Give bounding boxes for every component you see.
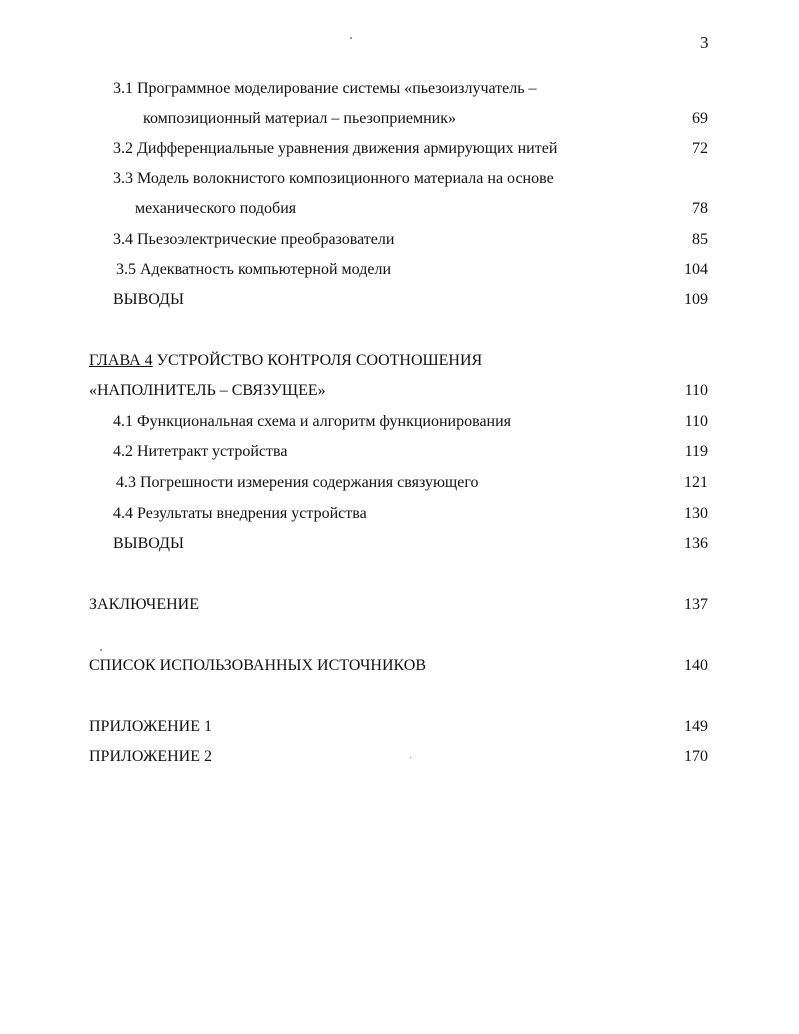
chapter-4-title-line2: «НАПОЛНИТЕЛЬ – СВЯЗУЩЕЕ» [89, 382, 326, 399]
toc-entry-3-3-line1: 3.3 Модель волокнистого композиционного материала на основе [113, 170, 554, 187]
toc-entry-4-3: 4.3 Погрешности измерения содержания связующего [116, 474, 479, 491]
scan-speck [100, 649, 102, 651]
toc-entry-appendix-2: ПРИЛОЖЕНИЕ 2 [89, 748, 213, 765]
chapter-4-label: ГЛАВА 4 [89, 352, 153, 369]
toc-page-conclusion: 137 [684, 596, 708, 613]
toc-page-4-conclusions: 136 [684, 535, 708, 552]
toc-entry-appendix-1: ПРИЛОЖЕНИЕ 1 [89, 718, 213, 735]
toc-entry-3-4: 3.4 Пьезоэлектрические преобразователи [113, 231, 395, 248]
scan-speck [350, 37, 352, 39]
toc-page-4-2: 119 [684, 443, 708, 460]
chapter-4-heading-line1 [89, 351, 482, 371]
toc-entry-4-1: 4.1 Функциональная схема и алгоритм функционирования [113, 413, 512, 430]
toc-page-appendix-1: 149 [684, 718, 708, 735]
toc-page-4-3: 121 [684, 474, 708, 491]
toc-entry-4-conclusions: ВЫВОДЫ [113, 535, 184, 552]
scan-speck [410, 757, 411, 758]
toc-entry-references: СПИСОК ИСПОЛЬЗОВАННЫХ ИСТОЧНИКОВ [89, 657, 427, 674]
chapter-4-page: 110 [684, 382, 708, 399]
toc-page-4-4: 130 [684, 505, 708, 522]
toc-page-3-3: 78 [692, 200, 708, 217]
toc-entry-4-4: 4.4 Результаты внедрения устройства [113, 505, 367, 522]
toc-entry-3-5: 3.5 Адекватность компьютерной модели [116, 261, 391, 278]
toc-entry-3-3-line2: механического подобия [135, 200, 297, 217]
toc-entry-3-conclusions: ВЫВОДЫ [113, 291, 184, 308]
toc-entry-conclusion: ЗАКЛЮЧЕНИЕ [89, 596, 199, 613]
toc-page-3-4: 85 [692, 231, 708, 248]
toc-page-4-1: 110 [684, 413, 708, 430]
toc-page-appendix-2: 170 [684, 748, 708, 765]
toc-entry-3-1-line1: 3.1 Программное моделирование системы «пьезоизлучатель – [113, 80, 537, 97]
page-number: 3 [700, 33, 709, 52]
toc-page-3-2: 72 [692, 140, 708, 157]
toc-entry-3-1-line2: композиционный материал – пьезоприемник» [143, 110, 457, 127]
chapter-4-title-line1: УСТРОЙСТВО КОНТРОЛЯ СООТНОШЕНИЯ [152, 352, 483, 369]
toc-page-3-conclusions: 109 [684, 291, 708, 308]
toc-page-3-5: 104 [684, 261, 708, 278]
toc-entry-4-2: 4.2 Нитетракт устройства [113, 443, 288, 460]
toc-page-3-1: 69 [692, 110, 708, 127]
toc-page-references: 140 [684, 657, 708, 674]
toc-entry-3-2: 3.2 Дифференциальные уравнения движения армирующих нитей [113, 140, 558, 157]
